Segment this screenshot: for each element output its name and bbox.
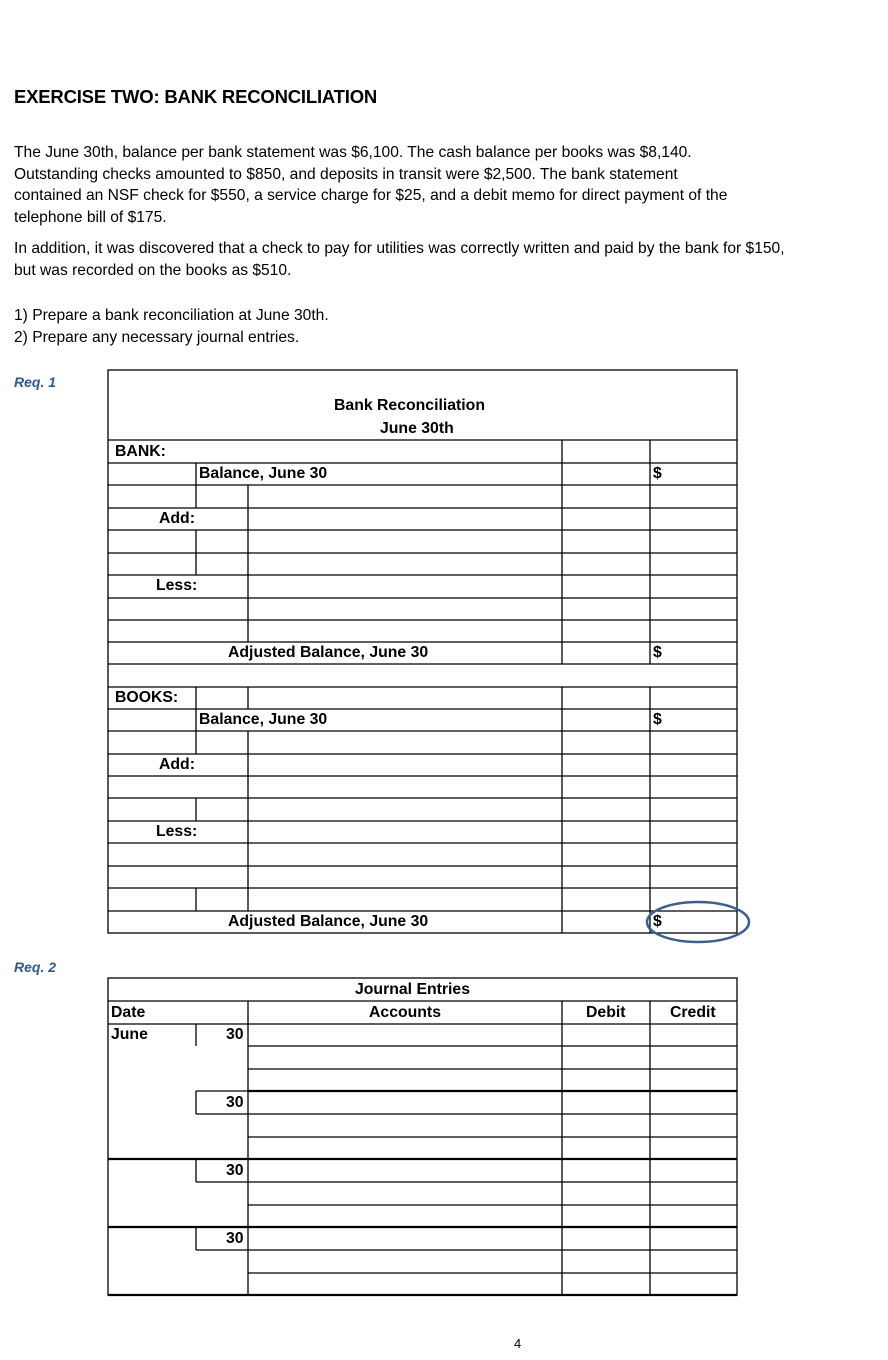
journal-day-4: 30 [226, 1230, 244, 1247]
books-balance-label: Balance, June 30 [199, 711, 328, 728]
highlight-circle [647, 902, 749, 942]
journal-header-debit: Debit [586, 1004, 626, 1021]
problem-paragraph-2: In addition, it was discovered that a check to pay for utilities was correctly written and paid by the bank for $150, but was recorded on the books as $510. [14, 240, 785, 279]
journal-day-2: 30 [226, 1094, 244, 1111]
books-adjusted-dollar: $ [653, 913, 662, 930]
recon-subtitle: June 30th [380, 420, 454, 437]
journal-month: June [111, 1026, 148, 1043]
instruction-1: 1) Prepare a bank reconciliation at June 30th. [14, 307, 329, 324]
bank-balance-label: Balance, June 30 [199, 465, 328, 482]
books-less-label: Less: [156, 823, 198, 840]
req-2-label: Req. 2 [14, 959, 57, 975]
bank-adjusted-dollar: $ [653, 644, 662, 661]
bank-less-label: Less: [156, 577, 198, 594]
bank-adjusted-balance-label: Adjusted Balance, June 30 [228, 644, 429, 661]
books-balance-dollar: $ [653, 711, 662, 728]
journal-header-date: Date [111, 1004, 146, 1021]
books-adjusted-balance-label: Adjusted Balance, June 30 [228, 913, 429, 930]
journal-day-3: 30 [226, 1162, 244, 1179]
recon-title: Bank Reconciliation [334, 397, 485, 414]
journal-header-credit: Credit [670, 1004, 716, 1021]
journal-header-accounts: Accounts [369, 1004, 441, 1021]
bank-section-label: BANK: [115, 443, 166, 460]
books-add-label: Add: [159, 756, 195, 773]
bank-add-label: Add: [159, 510, 195, 527]
exercise-title: EXERCISE TWO: BANK RECONCILIATION [14, 86, 378, 107]
req-1-label: Req. 1 [14, 374, 57, 390]
books-section-label: BOOKS: [115, 689, 179, 706]
journal-title: Journal Entries [355, 981, 470, 998]
page-number: 4 [514, 1336, 522, 1351]
journal-day-1: 30 [226, 1026, 244, 1043]
instruction-2: 2) Prepare any necessary journal entries. [14, 329, 300, 346]
problem-paragraph-1: The June 30th, balance per bank statement was $6,100. The cash balance per books was $8,140. Outstanding checks amounted to $850, and deposits in transit were $2,500. The bank statement contained an NSF check for $550, a service charge for $25, and a debit memo for direct payment of the telephone bill of $175. [14, 144, 728, 226]
bank-balance-dollar: $ [653, 465, 662, 482]
